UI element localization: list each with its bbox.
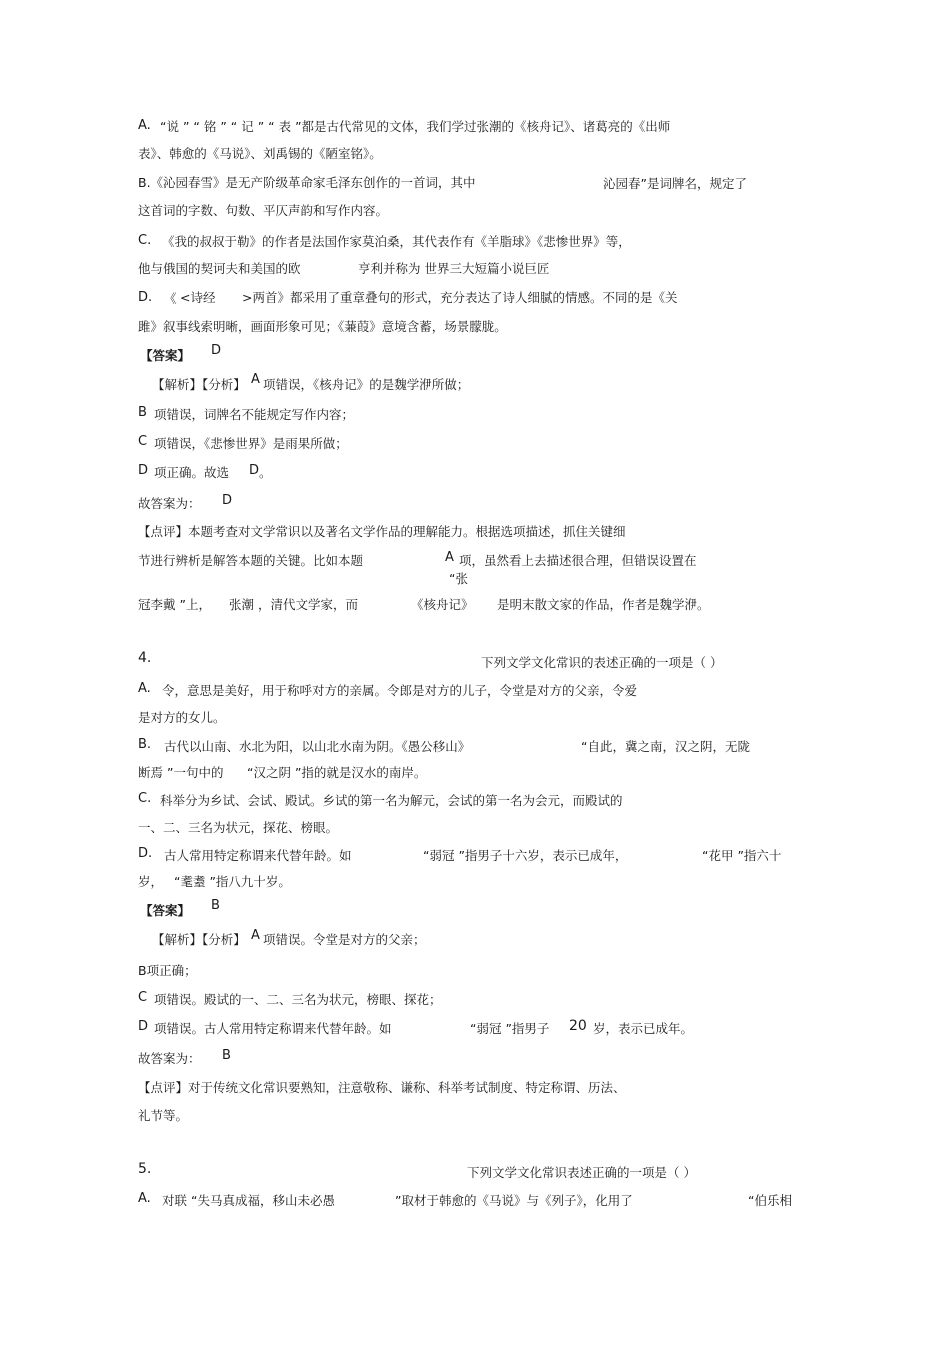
q4-answer-label: 【答案】 — [140, 903, 191, 918]
option-c-line2a: 他与俄国的契诃夫和美国的欧 — [138, 261, 301, 276]
final-answer-label: 故答案为： — [138, 496, 201, 511]
option-b-line2: 这首词的字数、句数、平仄声韵和写作内容。 — [138, 203, 389, 218]
q4-analysis-d-text1: 项错误。古人常用特定称谓来代替年龄。如 — [154, 1021, 392, 1036]
comment-line2a: 节进行辨析是解答本题的关键。比如本题 — [138, 553, 364, 568]
q4-option-b-line1b: “自此，冀之南，汉之阴，无陇 — [581, 739, 750, 754]
analysis-a-marker: A — [251, 372, 260, 387]
question-4-stem: 下列文学文化常识的表述正确的一项是（ ） — [481, 655, 723, 670]
comment-line2-marker: A — [445, 550, 454, 565]
q5-option-a-line1a: 对联 “失马真成福，移山未必愚 — [162, 1193, 335, 1208]
q4-analysis-a-text: 项错误。令堂是对方的父亲； — [263, 932, 426, 947]
q4-analysis-c-text: 项错误。殿试的一、二、三名为状元，榜眼、探花； — [154, 992, 442, 1007]
analysis-d-text: 项正确。故选 — [154, 465, 230, 480]
q4-option-b-marker: B. — [138, 737, 152, 752]
comment-line3c: 《核舟记》 — [411, 597, 474, 612]
q4-option-d-line2b: “耄耋 ”指八九十岁。 — [174, 874, 291, 889]
option-c-line1: 《我的叔叔于勒》的作者是法国作家莫泊桑，其代表作有《羊脂球》《悲惨世界》等， — [162, 234, 631, 249]
q4-option-c-line1: 科举分为乡试、会试、殿试。乡试的第一名为解元，会试的第一名为会元，而殿试的 — [160, 793, 623, 808]
option-b-line1: B.《沁园春雪》是无产阶级革命家毛泽东创作的一首词，其中 — [138, 175, 476, 190]
comment-quote: “张 — [449, 571, 468, 586]
option-a-marker: A. — [138, 118, 151, 133]
q4-analysis-d-age: 20 — [569, 1018, 587, 1034]
question-5-number: 5. — [138, 1161, 152, 1177]
analysis-b-marker: B — [138, 405, 147, 420]
analysis-d-marker: D — [138, 463, 149, 478]
q4-option-d-line1c: “花甲 ”指六十 — [702, 848, 782, 863]
analysis-c-text: 项错误，《悲惨世界》是雨果所做； — [154, 436, 348, 451]
q4-analysis-d-text2: “弱冠 ”指男子 — [470, 1021, 550, 1036]
q4-option-a-line2: 是对方的女儿。 — [138, 710, 226, 725]
q4-comment-line2: 礼节等。 — [138, 1108, 189, 1123]
answer-label: 【答案】 — [140, 348, 191, 363]
comment-line3d: 是明末散文家的作品，作者是魏学洢。 — [497, 597, 710, 612]
q5-option-a-line1c: “伯乐相 — [748, 1193, 792, 1208]
q4-option-c-marker: C. — [138, 791, 152, 806]
option-d-line1b: <诗经 — [180, 290, 216, 305]
comment-line1: 【点评】本题考查对文学常识以及著名文学作品的理解能力。根据选项描述，抓住关键细 — [138, 524, 626, 539]
q4-comment-line1: 【点评】对于传统文化常识要熟知，注意敬称、谦称、科举考试制度、特定称谓、历法、 — [138, 1080, 626, 1095]
q4-option-c-line2: 一、二、三名为状元，探花、榜眼。 — [138, 820, 339, 835]
analysis-d-choice: D — [249, 463, 260, 478]
q4-option-b-line2b: “汉之阴 ”指的就是汉水的南岸。 — [247, 765, 427, 780]
comment-line2b: 项，虽然看上去描述很合理，但错误设置在 — [459, 553, 697, 568]
option-d-line2: 雎》叙事线索明晰，画面形象可见；《蒹葭》意境含蓄，场景朦胧。 — [138, 319, 507, 334]
q4-analysis-b: B项正确； — [138, 963, 197, 978]
q4-answer-value: B — [211, 898, 220, 913]
option-d-line1a: 《 — [164, 291, 177, 306]
q5-option-a-line1b: ”取材于韩愈的《马说》与《列子》，化用了 — [395, 1193, 633, 1208]
option-b-line1-right: 沁园春”是词牌名，规定了 — [603, 176, 747, 191]
analysis-b-text: 项错误，词牌名不能规定写作内容； — [154, 407, 355, 422]
q4-option-d-marker: D. — [138, 846, 153, 861]
q4-analysis-label: 【解析】【分析】 — [152, 932, 246, 947]
comment-line3b: 张潮 ，清代文学家，而 — [229, 597, 358, 612]
q4-option-b-line2a: 断焉 ”一句中的 — [138, 765, 224, 780]
option-c-line2b: 亨利并称为 世界三大短篇小说巨匠 — [358, 261, 550, 276]
q4-option-b-line1a: 古代以山南、水北为阳，以山北水南为阴。《愚公移山》 — [164, 739, 471, 754]
q4-analysis-a-marker: A — [251, 928, 260, 943]
option-d-line1c: >两首》都采用了重章叠句的形式，充分表达了诗人细腻的情感。不同的是《关 — [242, 290, 678, 305]
final-answer-value: D — [222, 493, 233, 508]
option-a-line1: “说 ” “ 铭 ” “ 记 ” “ 表 ”都是古代常见的文体，我们学过张潮的《核舟记》、诸葛亮的《出师 — [160, 119, 671, 134]
q4-analysis-d-marker: D — [138, 1019, 149, 1034]
analysis-a-text: 项错误，《核舟记》的是魏学洢所做； — [263, 377, 470, 392]
option-c-marker: C. — [138, 233, 152, 248]
q5-option-a-marker: A. — [138, 1191, 151, 1206]
q4-option-a-line1: 令，意思是美好，用于称呼对方的亲属。令郎是对方的儿子，令堂是对方的父亲，令爱 — [162, 683, 638, 698]
analysis-d-end: 。 — [259, 465, 272, 480]
question-5-stem: 下列文学文化常识表述正确的一项是（ ） — [467, 1165, 696, 1180]
analysis-c-marker: C — [138, 434, 148, 449]
answer-value: D — [211, 343, 222, 358]
comment-line3a: 冠李戴 ”上， — [138, 597, 211, 612]
q4-option-d-line1b: “弱冠 ”指男子十六岁，表示已成年， — [423, 848, 628, 863]
analysis-label: 【解析】【分析】 — [152, 377, 246, 392]
option-a-line2: 表》、韩愈的《马说》、刘禹锡的《陋室铭》。 — [138, 146, 382, 161]
q4-analysis-c-marker: C — [138, 990, 148, 1005]
q4-option-d-line1a: 古人常用特定称谓来代替年龄。如 — [164, 848, 352, 863]
q4-option-d-line2a: 岁， — [138, 874, 164, 889]
q4-analysis-d-text3: 岁，表示已成年。 — [593, 1021, 694, 1036]
question-4-number: 4. — [138, 650, 152, 666]
option-d-marker: D. — [138, 290, 153, 305]
q4-final-answer-value: B — [222, 1048, 231, 1063]
q4-option-a-marker: A. — [138, 681, 151, 696]
q4-final-answer-label: 故答案为： — [138, 1051, 201, 1066]
